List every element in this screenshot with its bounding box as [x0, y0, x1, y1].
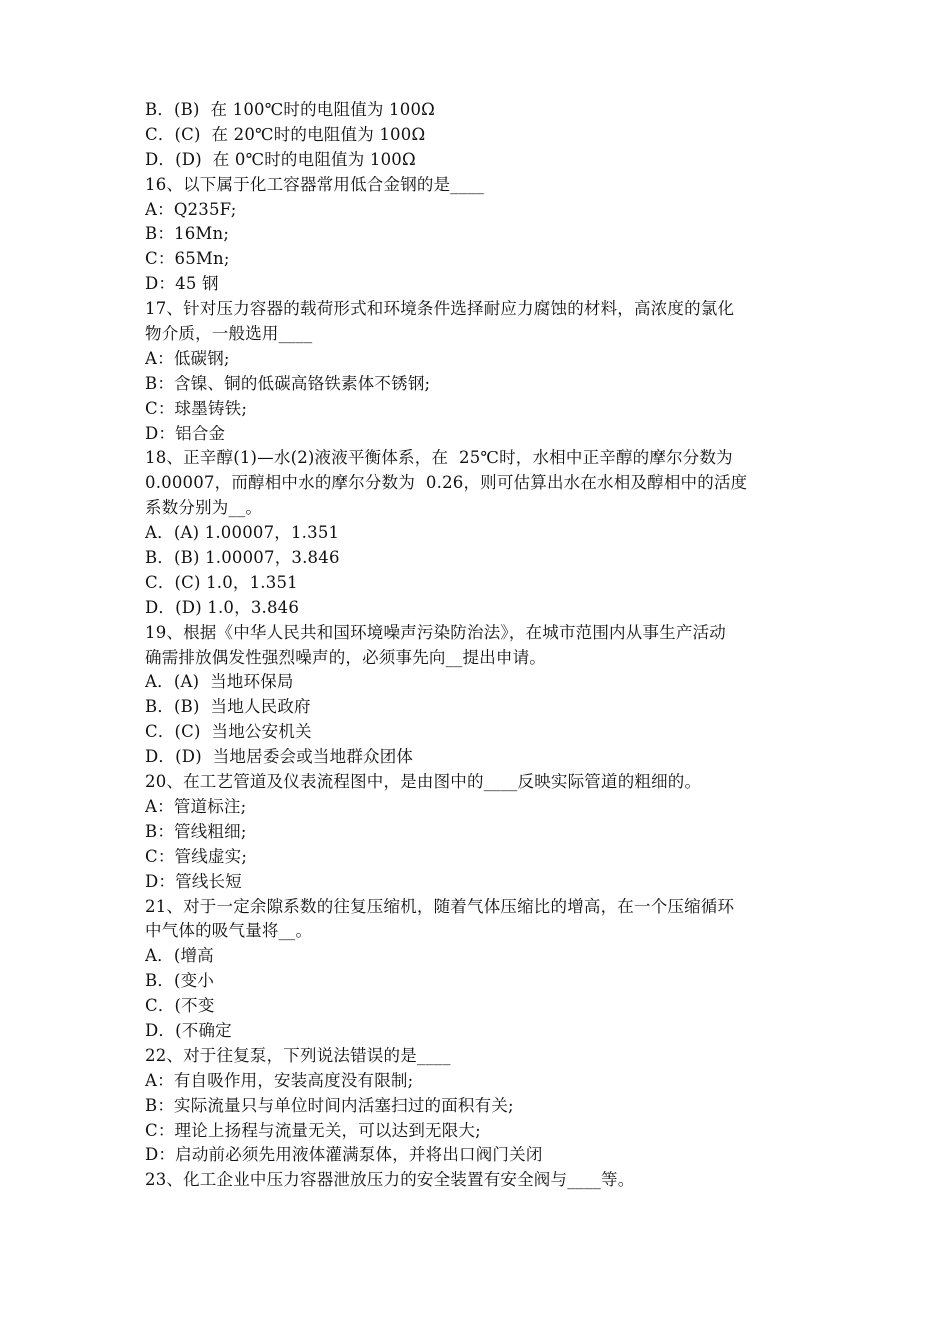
option-line: A．(A) 当地环保局 — [145, 672, 294, 692]
option-line: C．(C) 在 20℃时的电阻值为 100Ω — [145, 124, 426, 144]
option-line: C．(C) 1.0，1.351 — [145, 572, 298, 592]
option-line: C：球墨铸铁; — [145, 398, 248, 418]
option-line: D．(D) 在 0℃时的电阻值为 100Ω — [145, 149, 416, 169]
option-line: B：实际流量只与单位时间内活塞扫过的面积有关; — [145, 1095, 514, 1115]
question-line: 物介质，一般选用____ — [145, 324, 313, 344]
option-line: A：Q235F; — [145, 199, 237, 219]
option-line: B．(B) 在 100℃时的电阻值为 100Ω — [145, 100, 436, 119]
question-line: 19、根据《中华人民共和国环境噪声污染防治法》，在城市范围内从事生产活动 — [145, 622, 726, 642]
option-line: C．(C) 当地公安机关 — [145, 722, 312, 742]
option-line: A．(增高 — [145, 946, 214, 966]
option-line: C：管线虚实; — [145, 846, 248, 866]
option-line: D：铝合金 — [145, 423, 226, 443]
option-line: A：低碳钢; — [145, 348, 230, 368]
document-page — [145, 98, 810, 1193]
option-line: A：有自吸作用，安装高度没有限制; — [145, 1070, 414, 1090]
question-line: 中气体的吸气量将__。 — [145, 921, 313, 941]
option-line: B．(变小 — [145, 971, 215, 991]
question-line: 确需排放偶发性强烈噪声的，必须事先向__提出申请。 — [145, 647, 546, 667]
option-line: A．(A) 1.00007，1.351 — [145, 523, 340, 543]
question-line: 0.00007，而醇相中水的摩尔分数为 0.26，则可估算出水在水相及醇相中的活度 — [145, 473, 748, 493]
option-line: B．(B) 当地人民政府 — [145, 697, 311, 717]
option-line: B：16Mn; — [145, 224, 230, 244]
question-line: 22、对于往复泵，下列说法错误的是____ — [145, 1045, 451, 1065]
option-line: B．(B) 1.00007，3.846 — [145, 548, 340, 568]
question-line: 21、对于一定余隙系数的往复压缩机，随着气体压缩比的增高，在一个压缩循环 — [145, 896, 735, 916]
option-line: B：管线粗细; — [145, 821, 247, 841]
option-line: B：含镍、铜的低碳高铬铁素体不锈钢; — [145, 373, 431, 393]
option-line: C：理论上扬程与流量无关，可以达到无限大; — [145, 1120, 481, 1140]
option-line: D：管线长短 — [145, 871, 242, 891]
option-line: D．(不确定 — [145, 1020, 232, 1040]
option-line: D：启动前必须先用液体灌满泵体，并将出口阀门关闭 — [145, 1145, 543, 1165]
option-line: D．(D) 1.0，3.846 — [145, 597, 300, 617]
question-line: 20、在工艺管道及仪表流程图中，是由图中的____反映实际管道的粗细的。 — [145, 772, 702, 792]
option-line: D．(D) 当地居委会或当地群众团体 — [145, 747, 414, 767]
option-line: C．(不变 — [145, 996, 215, 1016]
question-line: 17、针对压力容器的载荷形式和环境条件选择耐应力腐蚀的材料，高浓度的氯化 — [145, 299, 735, 319]
option-line: A：管道标注; — [145, 796, 247, 816]
option-line: D：45 钢 — [145, 274, 219, 294]
question-line: 18、正辛醇(1)—水(2)液液平衡体系，在 25℃时，水相中正辛醇的摩尔分数为 — [145, 448, 733, 468]
question-line: 16、以下属于化工容器常用低合金钢的是____ — [145, 174, 485, 194]
question-line: 23、化工企业中压力容器泄放压力的安全装置有安全阀与____等。 — [145, 1170, 635, 1190]
question-line: 系数分别为__。 — [145, 498, 263, 518]
option-line: C：65Mn; — [145, 249, 230, 269]
